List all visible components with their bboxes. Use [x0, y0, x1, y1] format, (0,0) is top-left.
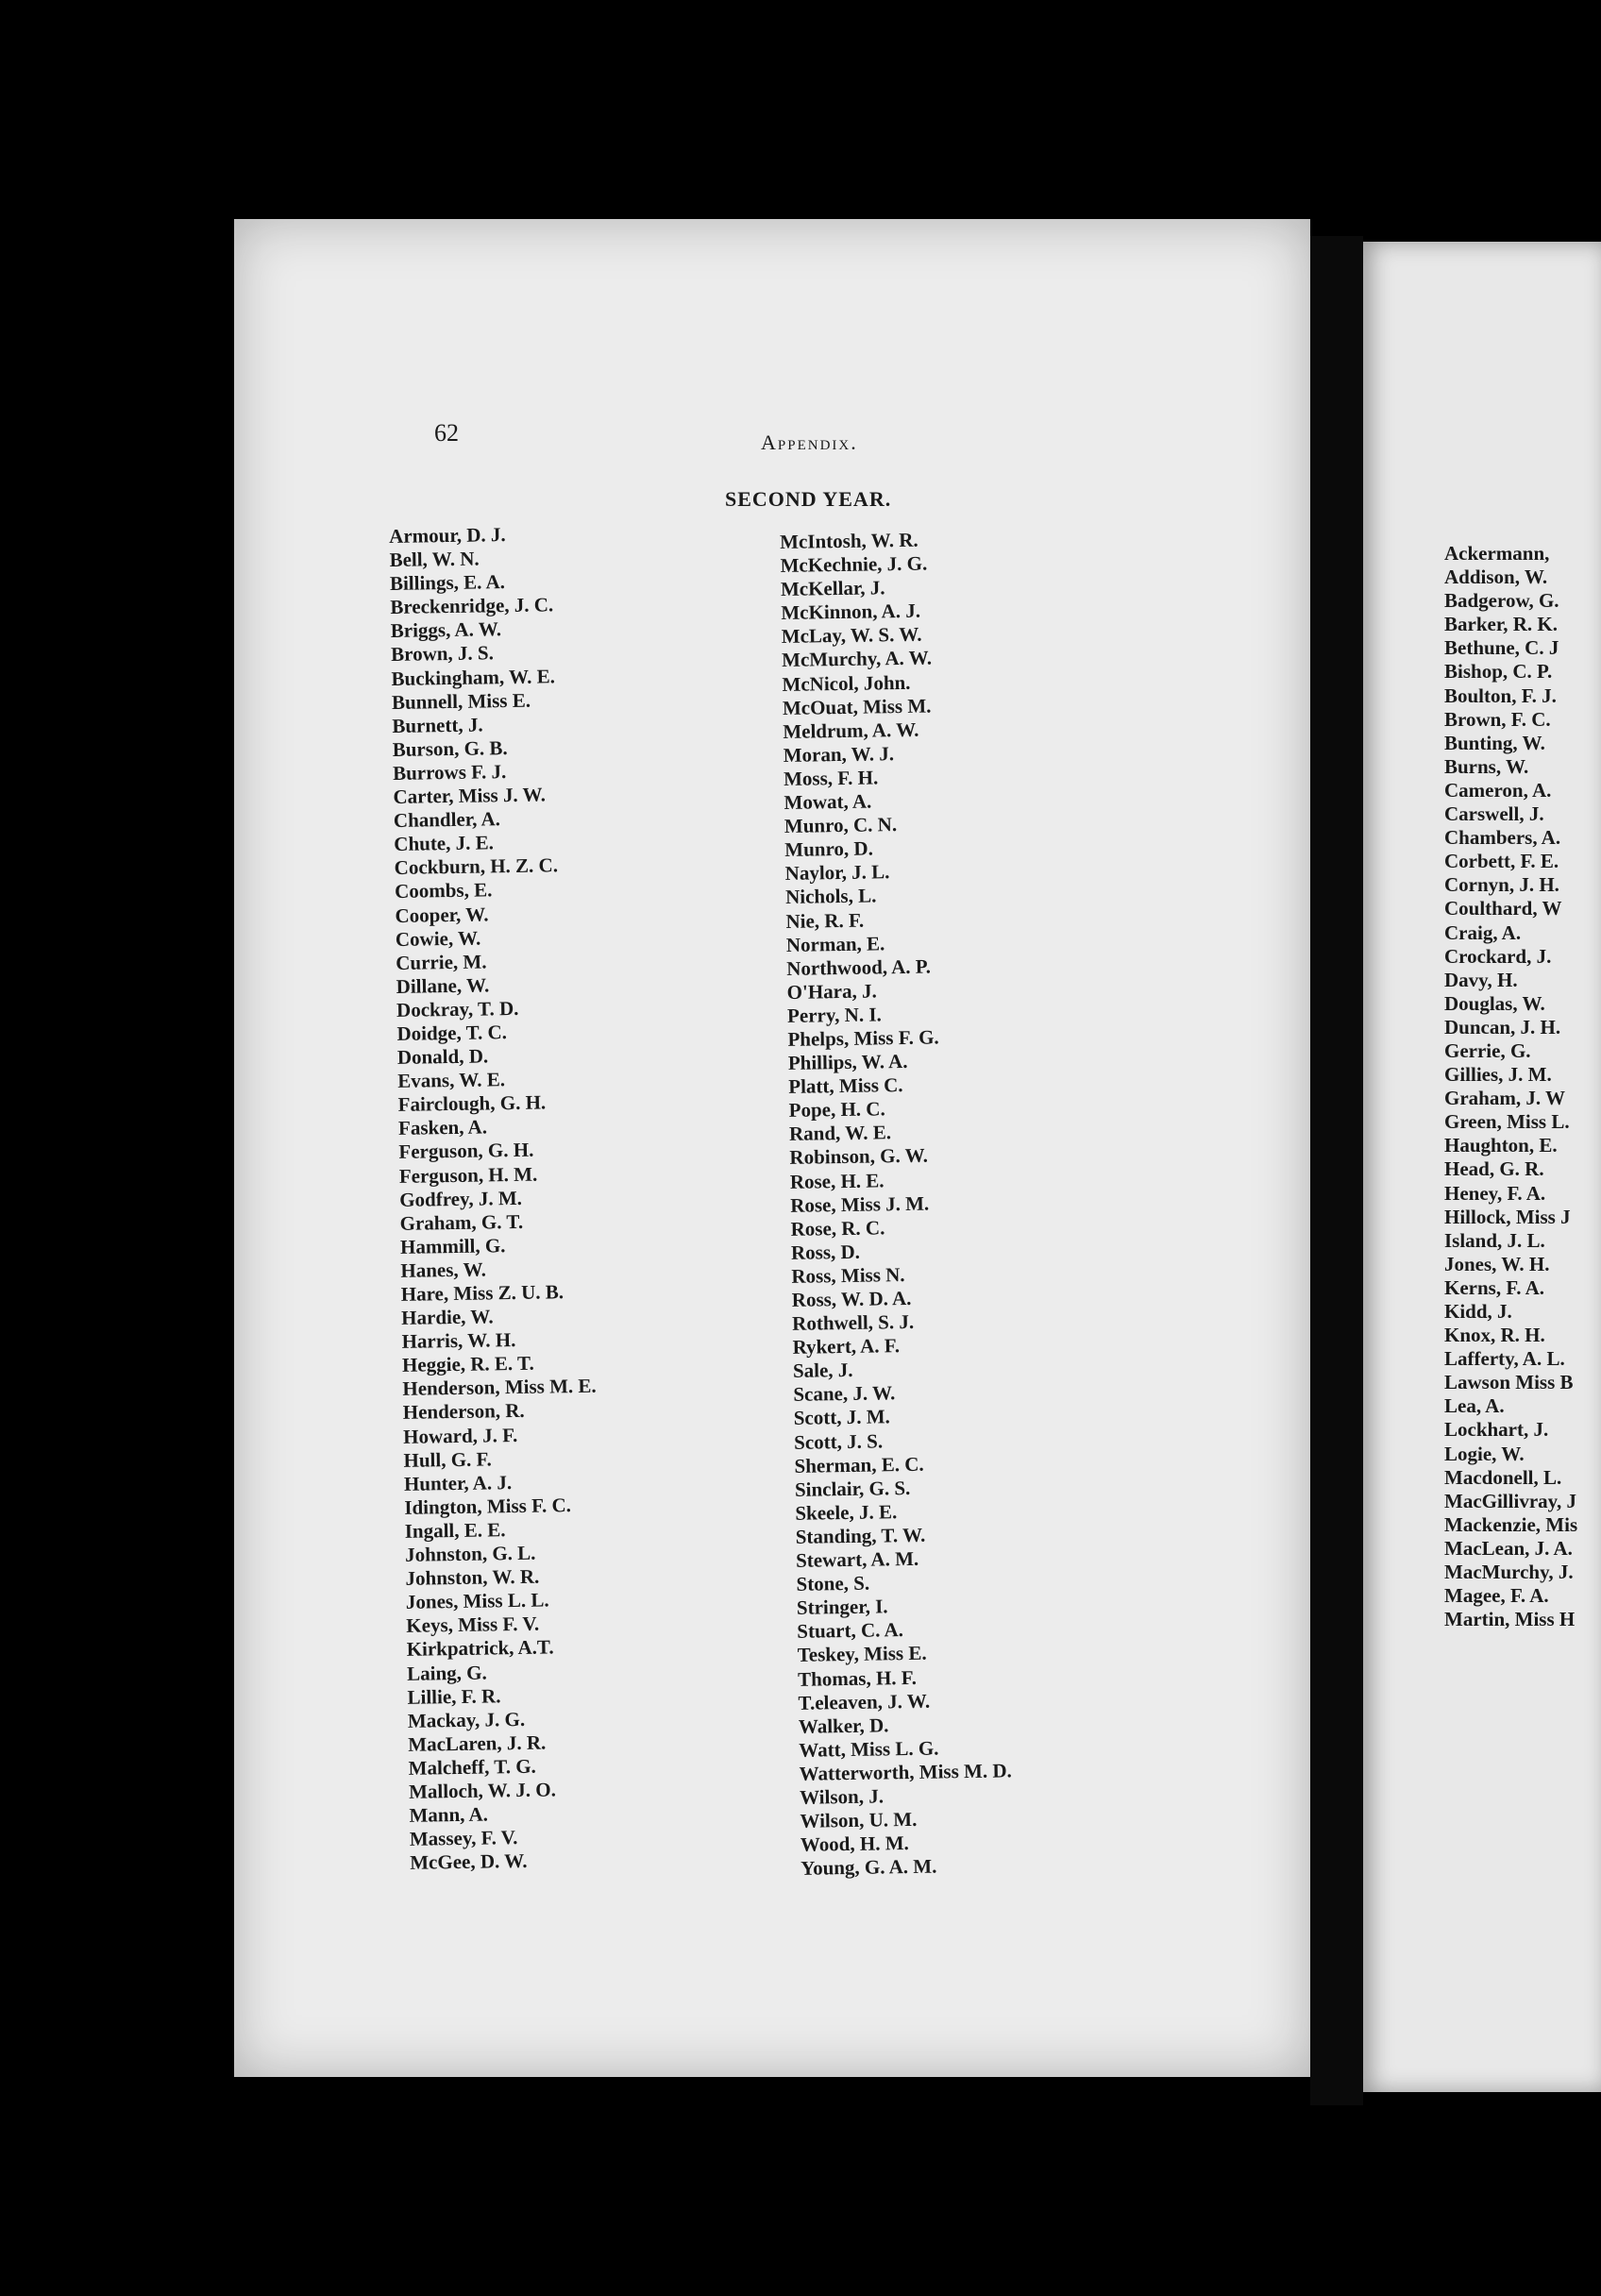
name-entry: Hammill, G.	[399, 1233, 506, 1258]
name-entry: Rand, W. E.	[788, 1121, 892, 1146]
name-entry: Bishop, C. P.	[1444, 660, 1553, 684]
name-entry: Fasken, A.	[397, 1115, 488, 1140]
name-entry: Ross, D.	[790, 1240, 861, 1264]
name-entry: Lockhart, J.	[1444, 1418, 1549, 1442]
name-entry: MacGillivray, J	[1444, 1489, 1576, 1512]
name-entry: Coombs, E.	[394, 878, 493, 903]
name-entry: Hardie, W.	[401, 1305, 494, 1329]
name-entry: Boulton, F. J.	[1444, 684, 1557, 707]
running-head: Appendix.	[761, 430, 858, 454]
name-entry: McKinnon, A. J.	[781, 599, 921, 625]
name-entry: Standing, T. W.	[795, 1523, 926, 1548]
name-entry: Johnston, G. L.	[404, 1541, 536, 1566]
name-entry: Billings, E. A.	[389, 570, 506, 596]
name-entry: Wilson, J.	[799, 1784, 885, 1809]
name-entry: Stewart, A. M.	[795, 1546, 919, 1572]
name-entry: Cowie, W.	[395, 926, 481, 951]
name-entry: Henderson, R.	[402, 1399, 525, 1425]
name-entry: Barker, R. K.	[1444, 613, 1558, 636]
name-entry: Watt, Miss L. G.	[799, 1736, 939, 1762]
name-entry: Malloch, W. J. O.	[408, 1778, 557, 1803]
name-entry: Bunting, W.	[1444, 731, 1545, 754]
name-entry: Dillane, W.	[396, 973, 490, 998]
name-entry: Lillie, F. R.	[407, 1683, 501, 1709]
name-entry: Hanes, W.	[400, 1258, 487, 1282]
name-entry: Johnston, W. R.	[405, 1564, 540, 1590]
name-entry: Doidge, T. C.	[396, 1021, 508, 1045]
name-entry: Nie, R. F.	[785, 908, 865, 933]
name-entry: Cooper, W.	[395, 902, 489, 927]
name-entry: Knox, R. H.	[1444, 1324, 1545, 1347]
name-entry: Island, J. L.	[1444, 1228, 1545, 1252]
name-entry: Kirkpatrick, A.T.	[406, 1635, 554, 1662]
name-entry: Howard, J. F.	[402, 1423, 518, 1448]
name-entry: Mackenzie, Mis	[1444, 1512, 1578, 1536]
name-list-column-1	[389, 522, 604, 1875]
name-entry: Currie, M.	[396, 950, 487, 974]
name-entry: Norman, E.	[785, 931, 885, 956]
name-entry: Evans, W. E.	[397, 1068, 506, 1093]
name-entry: Harris, W. H.	[401, 1328, 516, 1354]
name-entry: Addison, W.	[1444, 566, 1548, 589]
page-number: 62	[434, 419, 459, 447]
name-entry: Sinclair, G. S.	[794, 1476, 911, 1501]
name-entry: Rose, Miss J. M.	[790, 1191, 930, 1217]
name-entry: McLay, W. S. W.	[781, 623, 922, 649]
name-entry: Hillock, Miss J	[1444, 1205, 1571, 1228]
name-entry: Wood, H. M.	[800, 1832, 909, 1856]
name-entry: Scott, J. S.	[793, 1428, 884, 1454]
name-entry: Ferguson, G. H.	[398, 1139, 534, 1164]
name-entry: Stringer, I.	[796, 1595, 888, 1620]
name-entry: Head, G. R.	[1444, 1157, 1544, 1181]
name-entry: Scott, J. M.	[793, 1405, 891, 1430]
name-entry: Walker, D.	[798, 1714, 889, 1738]
name-entry: Perry, N. I.	[786, 1003, 882, 1027]
name-entry: Lafferty, A. L.	[1444, 1347, 1565, 1371]
name-entry: Keys, Miss F. V.	[406, 1612, 540, 1638]
name-entry: Davy, H.	[1444, 968, 1518, 991]
name-entry: Fairclough, G. H.	[397, 1090, 547, 1117]
name-entry: Godfrey, J. M.	[399, 1186, 523, 1211]
name-entry: Jones, Miss L. L.	[405, 1588, 549, 1614]
name-entry: Skeele, J. E.	[795, 1500, 898, 1525]
name-entry: Macdonell, L.	[1444, 1465, 1562, 1489]
name-entry: Carswell, J.	[1444, 802, 1544, 826]
name-entry: Cornyn, J. H.	[1444, 873, 1559, 897]
name-entry: McGee, D. W.	[410, 1849, 528, 1875]
name-entry: Brown, J. S.	[390, 641, 495, 667]
name-entry: Sherman, E. C.	[794, 1452, 924, 1477]
name-entry: Rose, H. E.	[789, 1168, 885, 1193]
name-entry: Ferguson, H. M.	[398, 1162, 538, 1188]
name-entry: Craig, A.	[1444, 920, 1522, 944]
name-entry: Scane, J. W.	[793, 1381, 896, 1407]
name-entry: Hunter, A. J.	[403, 1470, 513, 1495]
name-entry: Cockburn, H. Z. C.	[394, 853, 559, 880]
name-entry: Kidd, J.	[1444, 1300, 1512, 1323]
name-entry: Duncan, J. H.	[1444, 1015, 1561, 1038]
name-entry: Gillies, J. M.	[1444, 1063, 1552, 1087]
name-entry: Crockard, J.	[1444, 944, 1552, 968]
name-entry: Henderson, Miss M. E.	[402, 1375, 597, 1401]
name-entry: Moss, F. H.	[783, 766, 879, 790]
name-entry: Pope, H. C.	[788, 1097, 885, 1123]
name-entry: Stone, S.	[796, 1571, 870, 1595]
name-entry: Ross, W. D. A.	[791, 1286, 912, 1311]
name-entry: Martin, Miss H	[1444, 1608, 1576, 1631]
name-entry: McOuat, Miss M.	[782, 694, 932, 719]
name-entry: Thomas, H. F.	[797, 1665, 918, 1691]
name-entry: Lea, A.	[1444, 1394, 1505, 1418]
name-entry: Phillips, W. A.	[787, 1050, 908, 1074]
name-entry: Chute, J. E.	[394, 831, 495, 856]
name-entry: McKellar, J.	[780, 576, 885, 601]
name-entry: Kerns, F. A.	[1444, 1275, 1544, 1299]
name-entry: Jones, W. H.	[1444, 1252, 1550, 1275]
name-entry: Graham, J. W	[1444, 1087, 1565, 1110]
name-entry: Chandler, A.	[393, 807, 501, 833]
name-entry: Douglas, W.	[1444, 991, 1545, 1015]
section-title: SECOND YEAR.	[725, 487, 892, 511]
name-entry: Magee, F. A.	[1444, 1584, 1549, 1608]
name-entry: Coulthard, W	[1444, 897, 1562, 920]
name-entry: Hull, G. F.	[403, 1447, 492, 1472]
name-entry: Donald, D.	[396, 1044, 489, 1069]
name-entry: Burns, W.	[1444, 754, 1529, 778]
name-list-column-2	[780, 527, 1014, 1881]
name-entry: Munro, C. N.	[784, 813, 898, 838]
name-entry: MacLean, J. A.	[1444, 1536, 1573, 1560]
name-entry: Bunnell, Miss E.	[391, 688, 531, 714]
name-entry: Lawson Miss B	[1444, 1371, 1574, 1394]
name-entry: Corbett, F. E.	[1444, 850, 1559, 873]
name-entry: Northwood, A. P.	[786, 954, 932, 980]
name-entry: Stuart, C. A.	[797, 1618, 904, 1644]
name-entry: Hare, Miss Z. U. B.	[400, 1280, 565, 1306]
name-entry: Dockray, T. D.	[396, 996, 519, 1021]
name-entry: Teskey, Miss E.	[797, 1642, 927, 1667]
name-entry: Armour, D. J.	[389, 523, 506, 548]
name-entry: Malcheff, T. G.	[408, 1754, 536, 1780]
name-entry: T.eleaven, J. W.	[798, 1689, 931, 1714]
name-entry: Bell, W. N.	[389, 547, 480, 572]
name-entry: MacLaren, J. R.	[408, 1730, 547, 1756]
name-entry: Gerrie, G.	[1444, 1038, 1531, 1062]
name-entry: Phelps, Miss F. G.	[787, 1025, 939, 1051]
name-entry: Massey, F. V.	[409, 1826, 518, 1850]
name-entry: Carter, Miss J. W.	[393, 783, 547, 808]
name-entry: Rothwell, S. J.	[792, 1309, 915, 1335]
name-entry: Burrows F. J.	[392, 760, 507, 785]
name-entry: Laing, G.	[406, 1661, 487, 1685]
name-entry: Platt, Miss C.	[788, 1073, 903, 1099]
name-entry: Green, Miss L.	[1444, 1110, 1570, 1134]
name-entry: Wilson, U. M.	[800, 1807, 918, 1832]
name-entry: Nichols, L.	[784, 884, 877, 909]
name-entry: Briggs, A. W.	[390, 617, 502, 643]
name-entry: Mowat, A.	[784, 789, 872, 814]
name-entry: O'Hara, J.	[786, 979, 877, 1004]
name-entry: Meldrum, A. W.	[783, 718, 919, 743]
name-entry: McKechnie, J. G.	[780, 551, 928, 578]
name-entry: Robinson, G. W.	[789, 1144, 929, 1170]
name-entry: Burnett, J.	[392, 713, 483, 737]
name-entry: Mann, A.	[409, 1802, 489, 1827]
name-entry: Watterworth, Miss M. D.	[799, 1759, 1012, 1785]
name-entry: McMurchy, A. W.	[781, 646, 933, 672]
name-entry: Brown, F. C.	[1444, 707, 1551, 731]
facing-page-name-list	[1444, 542, 1577, 1631]
name-entry: Ackermann,	[1444, 542, 1550, 565]
name-entry: Burson, G. B.	[392, 735, 508, 761]
name-entry: Mackay, J. G.	[407, 1707, 526, 1732]
name-entry: Moran, W. J.	[783, 741, 895, 767]
name-entry: Ross, Miss N.	[791, 1262, 905, 1288]
name-entry: Breckenridge, J. C.	[390, 593, 554, 619]
name-entry: Graham, G. T.	[399, 1209, 524, 1235]
book-gutter	[1310, 236, 1363, 2105]
name-entry: Haughton, E.	[1444, 1134, 1558, 1157]
name-entry: Heney, F. A.	[1444, 1181, 1546, 1205]
name-entry: MacMurchy, J.	[1444, 1561, 1574, 1584]
name-entry: McNicol, John.	[782, 670, 911, 696]
name-entry: Naylor, J. L.	[784, 860, 890, 886]
name-entry: Rykert, A. F.	[792, 1334, 901, 1359]
name-entry: Munro, D.	[784, 836, 874, 862]
name-entry: Ingall, E. E.	[404, 1518, 506, 1543]
name-entry: Rose, R. C.	[790, 1216, 885, 1241]
name-entry: Badgerow, G.	[1444, 589, 1559, 613]
name-entry: Idington, Miss F. C.	[404, 1493, 572, 1519]
name-entry: Sale, J.	[792, 1359, 853, 1383]
name-entry: Buckingham, W. E.	[391, 664, 556, 690]
name-entry: Heggie, R. E. T.	[401, 1351, 534, 1377]
name-entry: Bethune, C. J	[1444, 636, 1559, 660]
name-entry: Cameron, A.	[1444, 778, 1552, 802]
name-entry: McIntosh, W. R.	[780, 528, 918, 553]
name-entry: Chambers, A.	[1444, 826, 1561, 850]
name-entry: Logie, W.	[1444, 1442, 1525, 1465]
name-entry: Young, G. A. M.	[800, 1854, 937, 1881]
